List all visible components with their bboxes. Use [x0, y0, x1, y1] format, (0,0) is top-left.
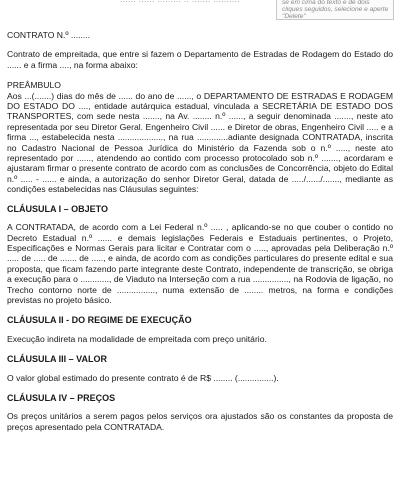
- clause-text[interactable]: Execução indireta na modalidade de empreitada com preço unitário.: [7, 333, 267, 344]
- preambulo-title: PREÂMBULO: [7, 80, 61, 91]
- clause-title: CLÁUSULA I – OBJETO: [7, 203, 109, 214]
- preambulo-text[interactable]: Aos ...(.......) dias do mês de ...... do ano de ......, o DEPARTAMENTO DE ESTRADAS E RODAGEM DO ESTADO DO ...., entidade autárquica estadual, vinculada a SECRETÁRIA DE ESTADO DOS TRANSPORTES, com sede nesta ......., na Av. ........ n.º ......, a seguir denominada ......., neste ato representada por seu Diretor Geral. Engenheiro Civil ...... e Diretor de obras, Engenheiro Civil ..... e a firma ..., estabelecida nesta ..................., na rua .............adiante designada CONTRATADA, inscrita no Cadastro Nacional de Pessoa Jurídica do Ministério da Fazenda sob o n.º ....., neste ato representado por ......, atendendo ao contido com processo protocolado sob n.º ......., acordaram e ajustaram firmar o presente contrato de acordo com as conclusões de Concorrência, objeto do Edital n.º ..... - ...... e ainda, a autorização do senhor Diretor Geral, datada de ...../....../......., mediante as condições estabelecidas nas Cláusulas seguintes:: [7, 90, 393, 195]
- clause-text[interactable]: A CONTRATADA, de acordo com a Lei Federal n.º ..... , aplicando-se no que couber o contido no Decreto Estadual n.º ...... e demais legislações Federais e Estaduais pertinentes, o Projeto, Especificações e Normas Gerais para licitar e Contratar com o ....., aprovadas pela Deliberação n.º ..... de ..... de ....... de ....., e ainda, de acordo com as condições particulares do presente edital e sua proposta, que ficam fazendo parte integrante deste Contrato, independente de transcrição, se obriga a execução para o ............, de Viaduto na Interseção com a rua ..............., na Rodovia de ligação, no Trecho contorno norte de ................, numa extensão de ........ metros, na forma e condições previstas no projeto básico.: [7, 222, 393, 305]
- clause-text[interactable]: Os preços unitários a serem pagos pelos serviços ora ajustados são os constantes da proposta de preços apresentado pela CONTRATADA.: [7, 411, 393, 432]
- contract-number[interactable]: CONTRATO N.º ........: [7, 30, 91, 40]
- edit-hint-box: se em cima do texto e de dois cliques seguidos, selecione e aperte "Delete": [276, 0, 394, 20]
- clause-title: CLÁUSULA II - DO REGIME DE EXECUÇÃO: [7, 315, 192, 326]
- contract-intro[interactable]: Contrato de empreitada, que entre si fazem o Departamento de Estradas de Rodagem do Estado do ...... e a firma ...., na forma abaixo:: [7, 49, 393, 70]
- top-text-fragment: [120, 0, 240, 4]
- clause-text[interactable]: O valor global estimado do presente contrato é de R$ ........ (...............).: [7, 372, 279, 383]
- clause-title: CLÁUSULA III – VALOR: [7, 354, 108, 365]
- clause-title: CLÁUSULA IV – PREÇOS: [7, 392, 116, 403]
- document-body: [7, 30, 393, 432]
